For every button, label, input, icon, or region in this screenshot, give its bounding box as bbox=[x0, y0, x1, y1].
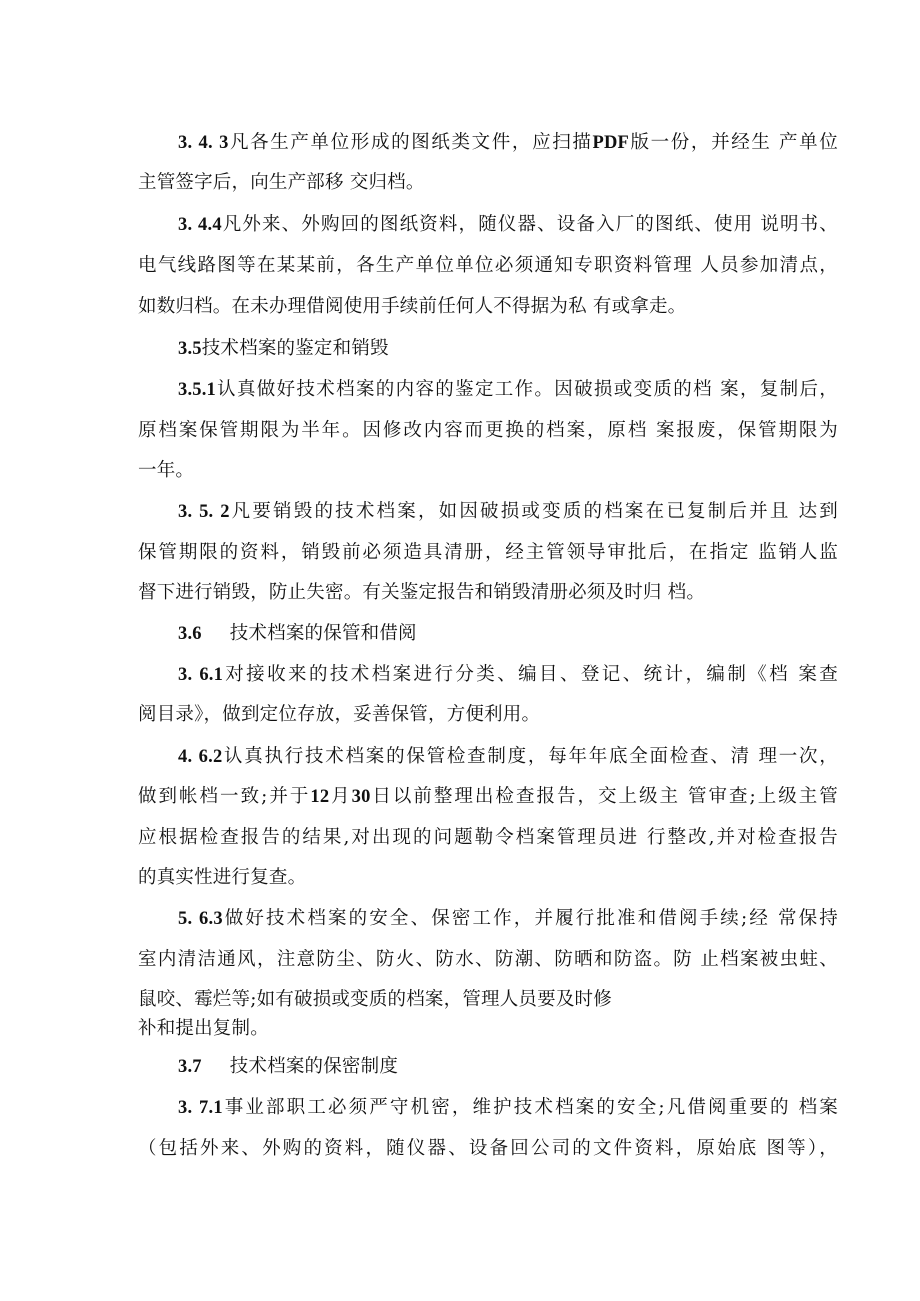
clause-number: 5. 6.3 bbox=[178, 909, 223, 929]
line-text: 保管期限的资料，销毁前必须造具清册，经主管领导审批后，在指定 监销人监 bbox=[138, 542, 838, 563]
clause-number: 4. 6.2 bbox=[178, 747, 223, 767]
bold-text: 12 bbox=[310, 787, 330, 807]
line-text: 凡各生产单位形成的图纸类文件，应扫描 bbox=[228, 132, 593, 153]
paragraph-line bbox=[178, 1093, 838, 1123]
clause-number: 3. 6.1 bbox=[178, 665, 224, 685]
clause-number: 3.5.1 bbox=[178, 380, 216, 400]
heading-text: 技术档案的鉴定和销毁 bbox=[201, 338, 389, 359]
clause-number: 3.7 bbox=[178, 1057, 202, 1077]
clause-number: 3. 5. 2 bbox=[178, 502, 230, 522]
line-text: 认真做好技术档案的内容的鉴定工作。因破损或变质的档 案，复制后， bbox=[216, 379, 838, 400]
clause-number: 3. 4. 3 bbox=[178, 133, 229, 153]
line-text: 做到帐档一致;并于 bbox=[138, 786, 311, 807]
clause-number: 3. 7.1 bbox=[178, 1098, 223, 1118]
line-text: 应根据检查报告的结果,对出现的问题勒令档案管理员进 行整改,并对检查报告 bbox=[138, 827, 838, 848]
paragraph-line bbox=[138, 168, 838, 198]
paragraph-line bbox=[138, 416, 838, 446]
paragraph-line bbox=[178, 742, 838, 772]
line-text: 督下进行销毁，防止失密。有关鉴定报告和销毁清册必须及时归 档。 bbox=[138, 582, 706, 603]
paragraph-line bbox=[178, 375, 838, 405]
heading-text: 技术档案的保密制度 bbox=[229, 1056, 399, 1077]
section-heading bbox=[178, 334, 838, 364]
paragraph-line bbox=[178, 497, 838, 527]
line-text: 月 bbox=[329, 786, 352, 807]
line-text: 原档案保管期限为半年。因修改内容而更换的档案，原档 案报废，保管期限为 bbox=[138, 420, 838, 441]
heading-text: 技术档案的保管和借阅 bbox=[229, 623, 417, 644]
line-text: 凡外来、外购回的图纸资料，随仪器、设备入厂的图纸、使用 说明书、 bbox=[221, 214, 838, 235]
paragraph-line bbox=[178, 904, 838, 934]
line-text: 认真执行技术档案的保管检查制度，每年年底全面检查、清 理一次， bbox=[222, 746, 838, 767]
line-text: （包括外来、外购的资料，随仪器、设备回公司的文件资料，原始底 图等）， bbox=[138, 1138, 838, 1159]
line-text: 版一份，并经生 产单位 bbox=[629, 132, 838, 153]
paragraph-line bbox=[138, 538, 838, 568]
paragraph-line bbox=[138, 1014, 838, 1044]
paragraph-line bbox=[138, 985, 838, 1015]
line-text: 的真实性进行复查。 bbox=[138, 867, 307, 888]
paragraph-line bbox=[138, 863, 838, 893]
paragraph-line bbox=[178, 660, 838, 690]
line-text: 鼠咬、霉烂等;如有破损或变质的档案，管理人员要及时修 bbox=[138, 989, 612, 1010]
bold-text: 30 bbox=[351, 787, 371, 807]
section-heading bbox=[178, 1052, 838, 1082]
paragraph-line bbox=[138, 251, 838, 281]
paragraph-line bbox=[138, 1134, 838, 1164]
paragraph-line bbox=[138, 700, 838, 730]
line-text: 日以前整理出检查报告，交上级主 管审查;上级主管 bbox=[370, 786, 838, 807]
paragraph-line bbox=[178, 128, 838, 158]
clause-number: 3.5 bbox=[178, 339, 202, 359]
paragraph-line bbox=[138, 945, 838, 975]
line-text: 做好技术档案的安全、保密工作，并履行批准和借阅手续;经 常保持 bbox=[222, 908, 838, 929]
paragraph-line bbox=[178, 210, 838, 240]
clause-number: 3.6 bbox=[178, 624, 202, 644]
line-text: 事业部职工必须严守机密，维护技术档案的安全;凡借阅重要的 档案 bbox=[222, 1097, 838, 1118]
paragraph-line bbox=[138, 782, 838, 812]
paragraph-line bbox=[138, 578, 838, 608]
line-text: 一年。 bbox=[138, 460, 195, 481]
line-text: 补和提出复制。 bbox=[138, 1018, 269, 1039]
line-text: 凡要销毁的技术档案，如因破损或变质的档案在已复制后并且 达到 bbox=[229, 501, 838, 522]
line-text: 主管签字后，向生产部移 交归档。 bbox=[138, 172, 425, 193]
line-text: 对接收来的技术档案进行分类、编目、登记、统计，编制《档 案查 bbox=[223, 664, 838, 685]
line-text: 室内清洁通风，注意防尘、防火、防水、防潮、防晒和防盗。防 止档案被虫蛀、 bbox=[138, 949, 838, 970]
paragraph-line bbox=[138, 292, 838, 322]
paragraph-line bbox=[138, 456, 838, 486]
paragraph-line bbox=[138, 823, 838, 853]
line-text: 电气线路图等在某某前，各生产单位单位必须通知专职资料管理 人员参加清点， bbox=[138, 255, 838, 276]
section-heading bbox=[178, 619, 838, 649]
clause-number: 3. 4.4 bbox=[178, 215, 222, 235]
line-text: 阅目录》，做到定位存放，妥善保管，方便利用。 bbox=[138, 704, 541, 725]
line-text: 如数归档。在未办理借阅使用手续前任何人不得据为私 有或拿走。 bbox=[138, 296, 687, 317]
bold-text: PDF bbox=[592, 133, 630, 153]
